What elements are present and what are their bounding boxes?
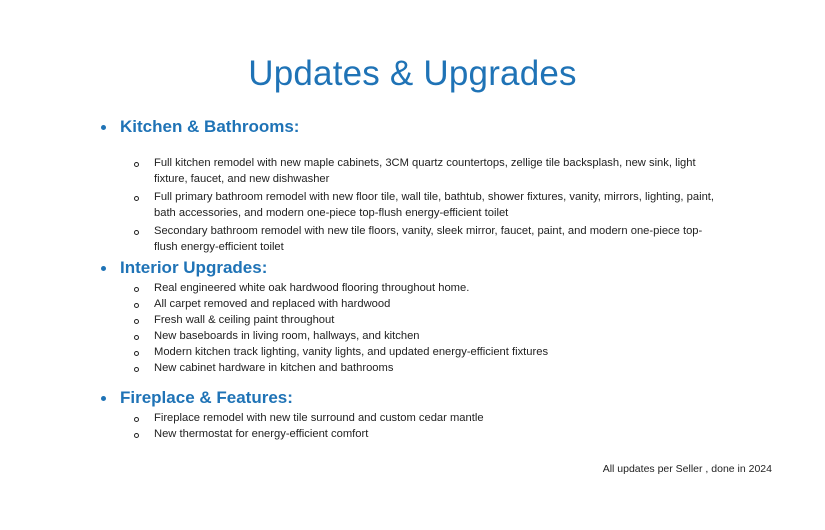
section-heading-row (100, 386, 720, 410)
list-item (134, 296, 720, 312)
circle-bullet-icon (134, 319, 139, 324)
list-item (134, 410, 720, 426)
section-heading: Fireplace & Features: (120, 388, 293, 407)
list-item-text: Fresh wall & ceiling paint throughout (154, 314, 335, 326)
circle-bullet-icon (134, 287, 139, 292)
list-item (134, 328, 720, 344)
circle-bullet-icon (134, 303, 139, 308)
list-item-text: Full kitchen remodel with new maple cabinets, 3CM quartz countertops, zellige tile backsplash, new sink, light fixture, faucet, and new dishwasher (154, 157, 696, 185)
section-heading-row (100, 256, 720, 280)
section-heading: Interior Upgrades: (120, 258, 268, 277)
list-item-text: Real engineered white oak hardwood flooring throughout home. (154, 282, 470, 294)
footer-note: All updates per Seller , done in 2024 (602, 463, 772, 475)
list-item (134, 280, 720, 296)
circle-bullet-icon (134, 351, 139, 356)
circle-bullet-icon (134, 367, 139, 372)
circle-bullet-icon (134, 433, 139, 438)
section-heading-row (100, 115, 720, 139)
bullet-dot-icon (101, 396, 106, 401)
circle-bullet-icon (134, 335, 139, 340)
list-item-text: New thermostat for energy-efficient comfort (154, 428, 369, 440)
bullet-dot-icon (101, 266, 106, 271)
list-item (134, 426, 720, 442)
item-list (134, 155, 720, 255)
list-item (134, 189, 720, 221)
circle-bullet-icon (134, 162, 139, 167)
bullet-dot-icon (101, 125, 106, 130)
section-heading: Kitchen & Bathrooms: (120, 117, 300, 136)
list-item-text: Fireplace remodel with new tile surround and custom cedar mantle (154, 412, 484, 424)
list-item-text: All carpet removed and replaced with hardwood (154, 298, 391, 310)
list-item-text: Modern kitchen track lighting, vanity lights, and updated energy-efficient fixtures (154, 346, 549, 358)
list-item (134, 344, 720, 360)
list-item-text: Secondary bathroom remodel with new tile floors, vanity, sleek mirror, faucet, paint, and modern one-piece top-flush energy-efficient toilet (154, 225, 703, 253)
page-title: Updates & Upgrades (248, 54, 577, 93)
circle-bullet-icon (134, 230, 139, 235)
circle-bullet-icon (134, 417, 139, 422)
list-item (134, 312, 720, 328)
list-item-text: New cabinet hardware in kitchen and bathrooms (154, 362, 394, 374)
item-list (134, 280, 720, 376)
list-item (134, 360, 720, 376)
item-list (134, 410, 720, 442)
list-item (134, 155, 720, 187)
circle-bullet-icon (134, 196, 139, 201)
list-item (134, 223, 720, 255)
section-interior-upgrades (100, 256, 720, 376)
section-fireplace-features (100, 386, 720, 442)
list-item-text: Full primary bathroom remodel with new floor tile, wall tile, bathtub, shower fixtures, vanity, mirrors, lighting, paint, bath accessories, and modern one-piece top-flush energy-efficient toilet (154, 191, 715, 219)
section-kitchen-bathrooms (100, 115, 720, 255)
list-item-text: New baseboards in living room, hallways, and kitchen (154, 330, 420, 342)
